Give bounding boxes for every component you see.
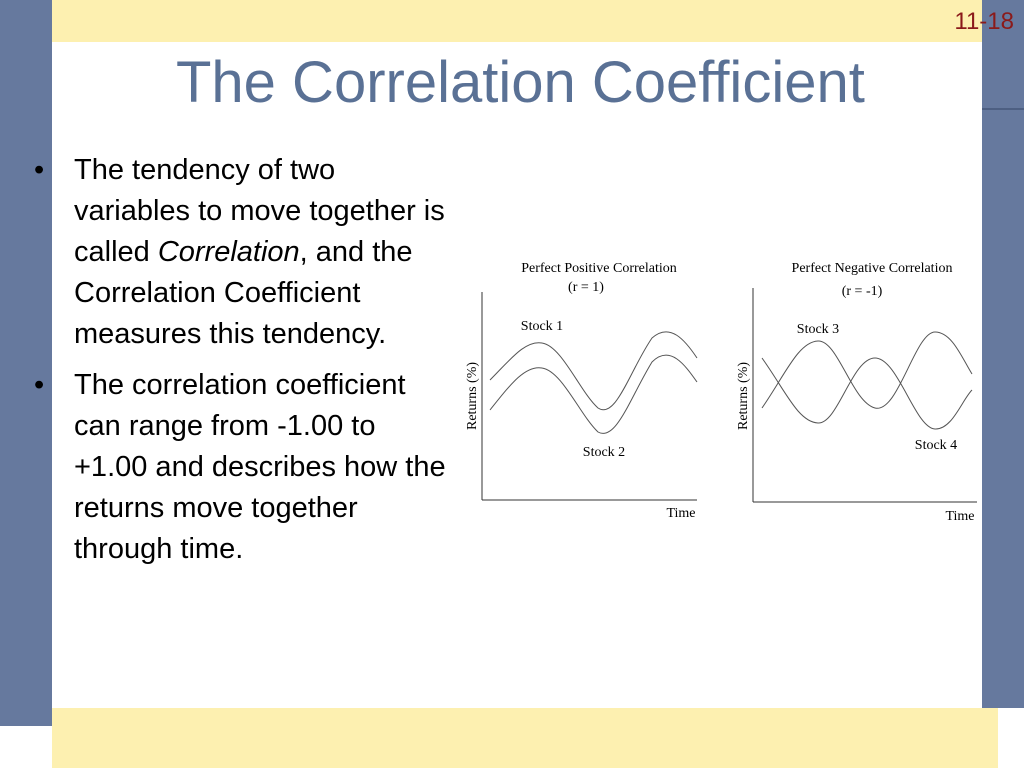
negative-title: Perfect Negative Correlation [791, 261, 953, 276]
stock-3-label: Stock 3 [796, 322, 840, 337]
bullet-marker: • [34, 154, 45, 186]
right-band-divider [982, 108, 1024, 110]
stock-1-curve [490, 332, 697, 410]
negative-correlation-diagram [736, 261, 977, 524]
negative-x-label: Time [945, 509, 975, 524]
positive-title: Perfect Positive Correlation [521, 261, 677, 276]
page-number: 11-18 [954, 8, 1014, 35]
stock-2-curve [490, 355, 697, 433]
bullet-text-continued: , and the Correlation Coefficient measures this tendency. [74, 236, 413, 350]
positive-y-label: Returns (%) [465, 361, 480, 431]
slide-title: The Correlation Coefficient [176, 50, 865, 115]
bullet-item [28, 150, 448, 355]
stock-4-curve [762, 358, 972, 429]
stock-1-label: Stock 1 [520, 319, 564, 334]
stock-3-curve [762, 332, 972, 408]
right-band [982, 0, 1024, 708]
diagram-canvas [440, 240, 984, 540]
stock-2-label: Stock 2 [582, 445, 626, 460]
bullet-text: The tendency of two variables to move together is called [74, 154, 445, 268]
bullet-list [28, 150, 448, 580]
positive-x-label: Time [666, 506, 696, 521]
bullet-marker: • [34, 369, 45, 401]
correlation-diagrams [440, 240, 984, 545]
bullet-item [28, 365, 448, 570]
bullet-emphasis: Correlation [157, 236, 300, 268]
bullet-text: The correlation coefficient can range from -1.00 to +1.00 and describes how the returns move together through time. [74, 369, 446, 565]
top-band [36, 0, 1024, 42]
negative-subtitle: (r = -1) [841, 284, 883, 299]
stock-4-label: Stock 4 [914, 438, 958, 453]
positive-subtitle: (r = 1) [568, 280, 604, 295]
negative-y-label: Returns (%) [736, 361, 751, 431]
positive-correlation-diagram [465, 261, 697, 521]
bottom-band [52, 708, 998, 768]
